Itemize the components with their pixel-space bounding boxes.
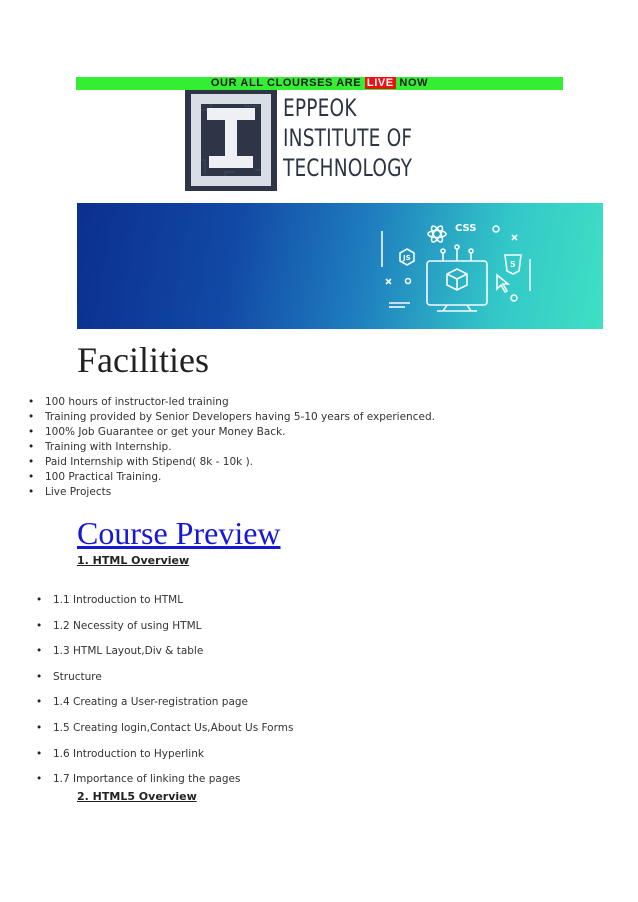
html-topics-list [34, 593, 293, 798]
html5-label: 5 [510, 260, 516, 269]
list-item: • Structure [34, 670, 293, 696]
list-item: • 1.5 Creating login,Contact Us,About Us Forms [34, 721, 293, 747]
logo-wordmark [283, 93, 434, 183]
list-item: • 1.1 Introduction to HTML [34, 593, 293, 619]
announcement-banner [76, 77, 563, 90]
hero-banner-image [77, 203, 603, 329]
logo-it-mark-icon [185, 90, 277, 191]
list-item: • 100 hours of instructor-led training [26, 395, 435, 410]
list-item: • 1.3 HTML Layout,Div & table [34, 644, 293, 670]
list-item: • 1.6 Introduction to Hyperlink [34, 747, 293, 773]
banner-text-end: NOW [395, 77, 429, 89]
list-item: • 1.2 Necessity of using HTML [34, 619, 293, 645]
banner-text-start: OUR ALL CLOURSES ARE [210, 77, 365, 89]
css-label: CSS [455, 223, 477, 234]
html-overview-heading: 1. HTML Overview [77, 554, 190, 567]
list-item: • 1.7 Importance of linking the pages [34, 772, 293, 798]
institute-logo [185, 90, 455, 192]
js-label: JS [403, 254, 411, 262]
live-badge: LIVE [366, 77, 394, 89]
facilities-list [26, 395, 435, 500]
logo-line-2: INSTITUTE OF [283, 124, 413, 152]
list-item: • 100% Job Guarantee or get your Money Back. [26, 425, 435, 440]
facilities-heading: Facilities [77, 340, 209, 380]
course-preview-link[interactable]: Course Preview [77, 515, 281, 551]
list-item: • Training with Internship. [26, 440, 435, 455]
list-item: • Paid Internship with Stipend( 8k - 10k ). [26, 455, 435, 470]
logo-line-1: EPPEOK [283, 94, 357, 122]
react-icon [428, 224, 446, 243]
cursor-icon [497, 275, 508, 292]
list-item: • Live Projects [26, 485, 435, 500]
list-item: • Training provided by Senior Developers having 5-10 years of experienced. [26, 410, 435, 425]
list-item: • 100 Practical Training. [26, 470, 435, 485]
logo-line-3: TECHNOLOGY [283, 154, 413, 182]
list-item: • 1.4 Creating a User-registration page [34, 695, 293, 721]
html5-overview-heading: 2. HTML5 Overview [77, 790, 197, 803]
